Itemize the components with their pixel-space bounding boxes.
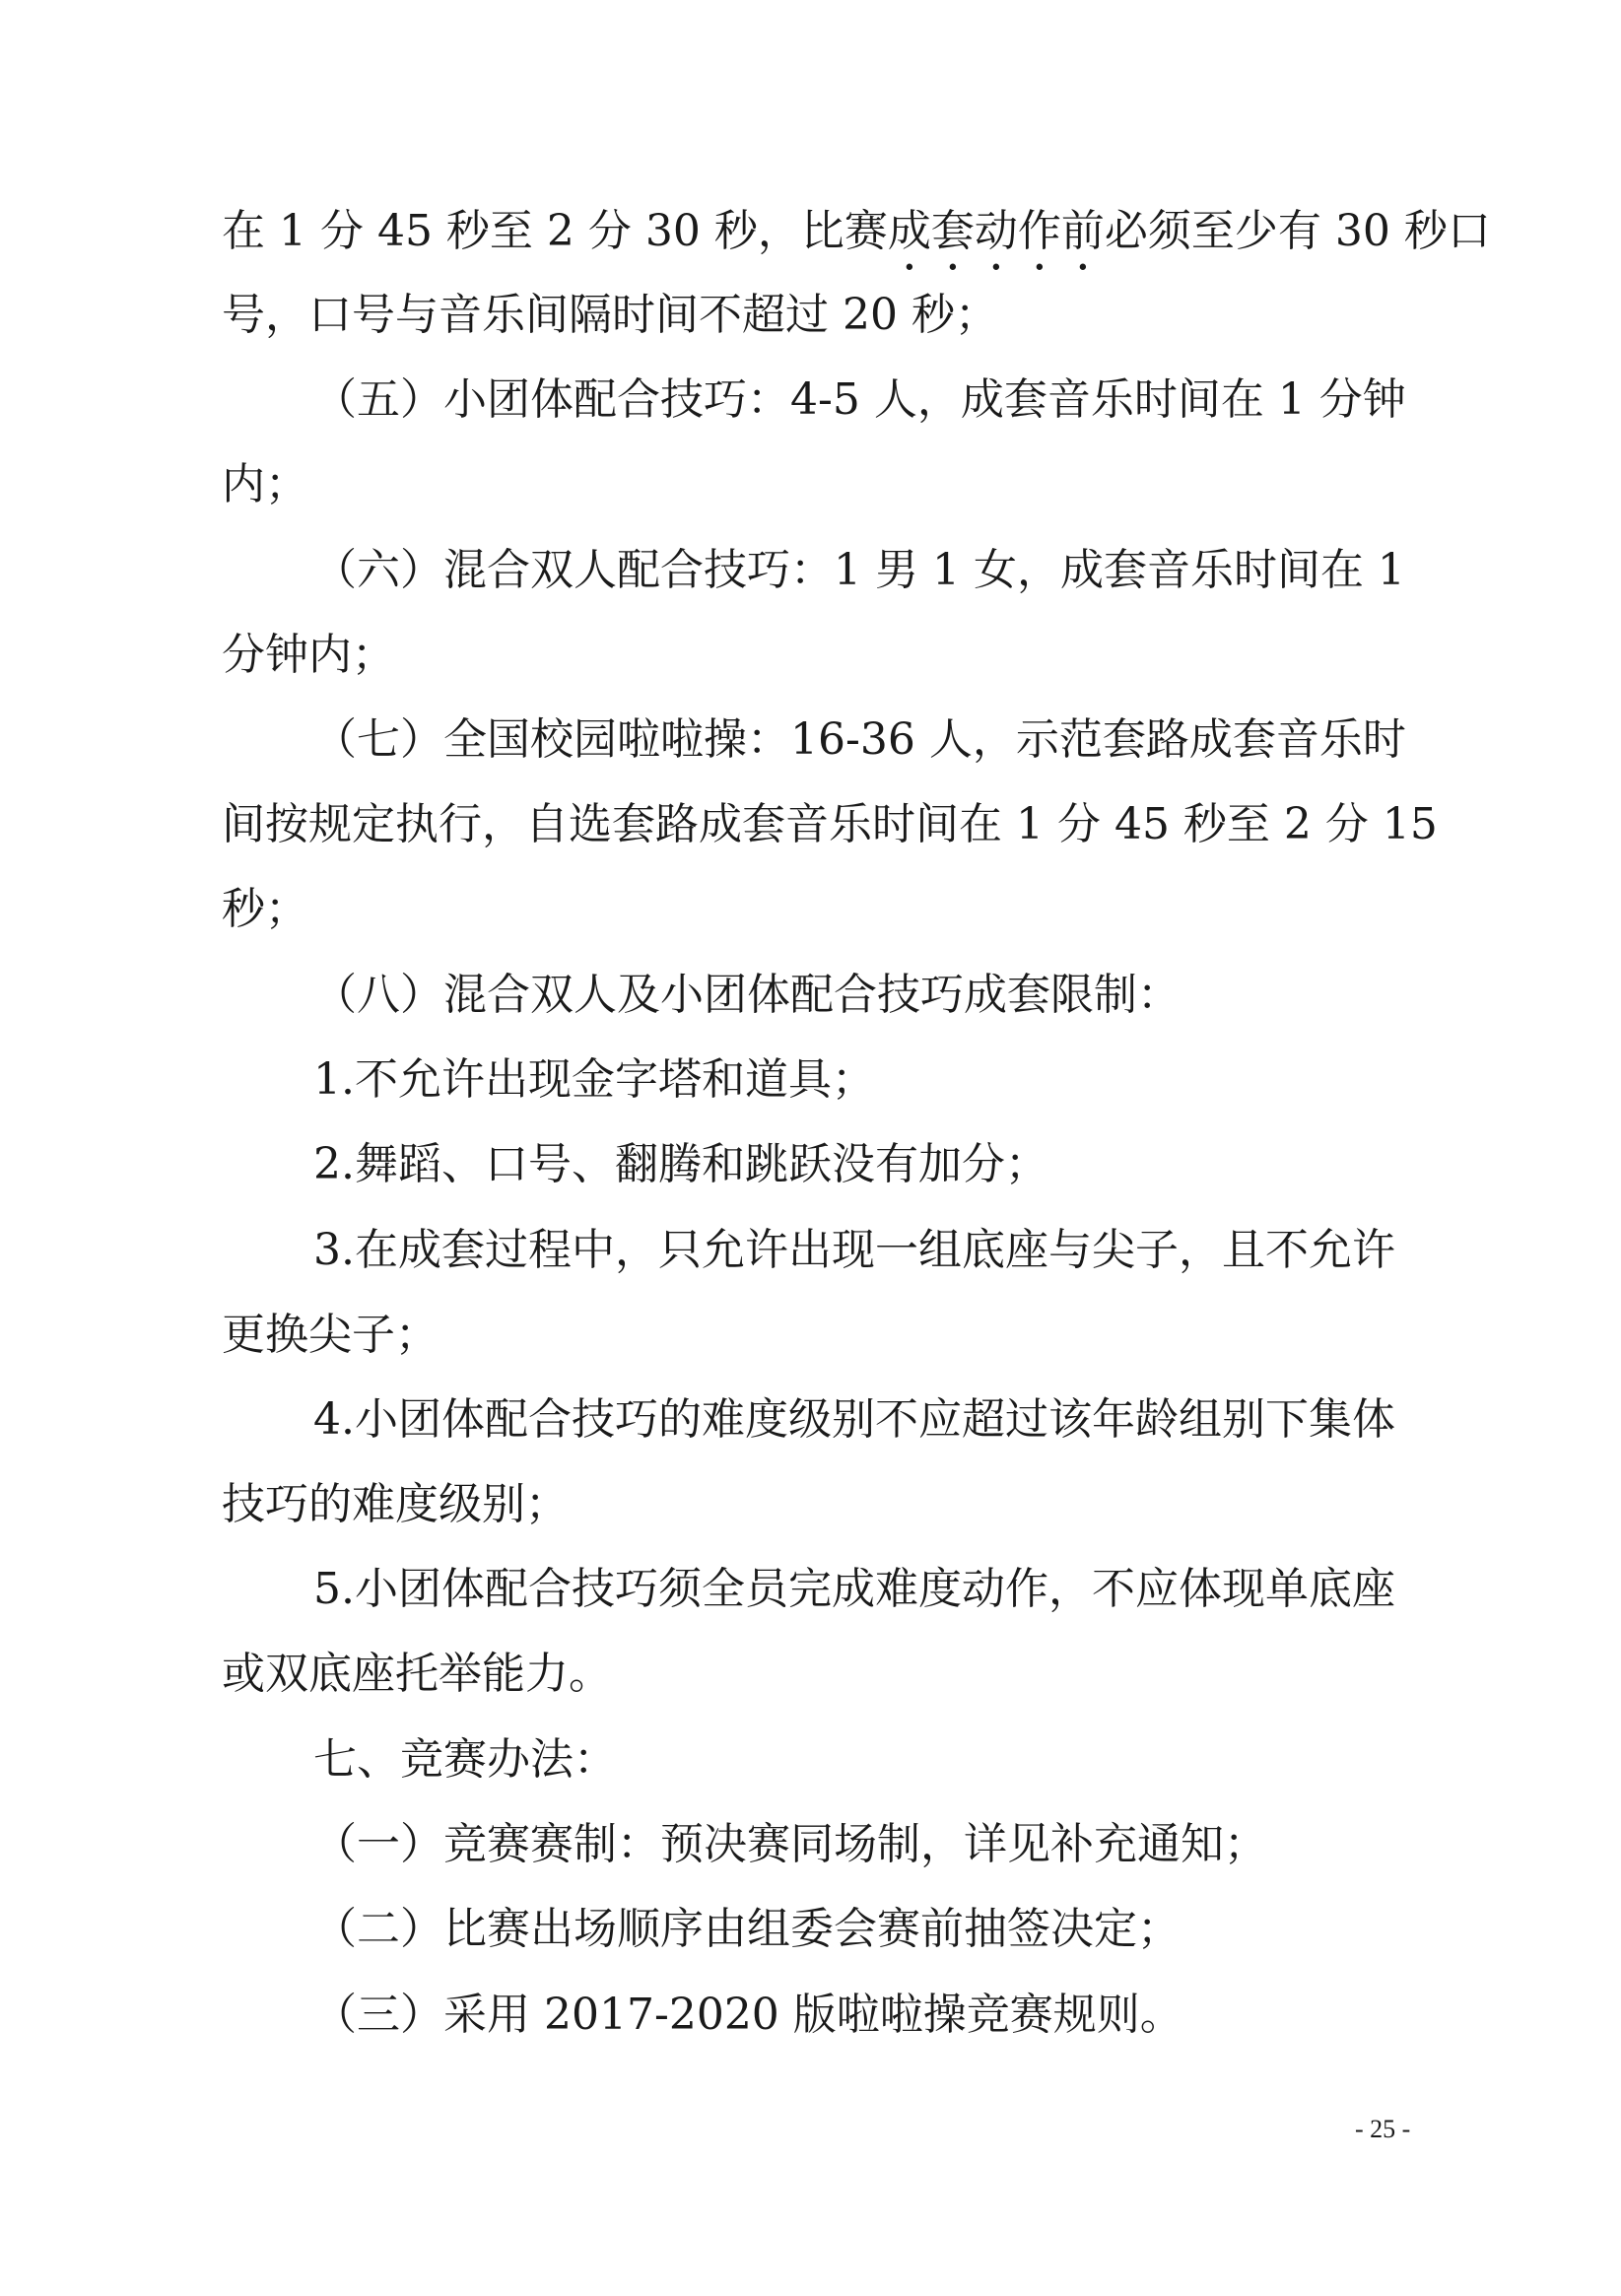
- list-item: 1.不允许出现金字塔和道具；: [313, 1054, 875, 1105]
- paragraph-line: （一）竞赛赛制：预决赛同场制，详见补充通知；: [313, 1819, 1267, 1869]
- paragraph-line: 间按规定执行，自选套路成套音乐时间在 1 分 45 秒至 2 分 15: [222, 799, 1438, 849]
- paragraph-line: （五）小团体配合技巧：4-5 人，成套音乐时间在 1 分钟: [313, 374, 1406, 425]
- emphasized-text: 成套动作前: [887, 206, 1105, 256]
- paragraph-line: （六）混合双人配合技巧：1 男 1 女，成套音乐时间在 1: [313, 545, 1405, 595]
- paragraph-line: [222, 202, 1491, 261]
- list-item: 2.舞蹈、口号、翻腾和跳跃没有加分；: [313, 1139, 1048, 1189]
- list-item: 4.小团体配合技巧的难度级别不应超过该年龄组别下集体: [313, 1394, 1395, 1445]
- text-run: 必须至少有 30 秒口: [1104, 206, 1491, 256]
- paragraph-line: 更换尖子；: [222, 1310, 439, 1360]
- paragraph-line: 内；: [222, 459, 308, 509]
- paragraph-line: 号，口号与音乐间隔时间不超过 20 秒；: [222, 290, 998, 340]
- paragraph-line: 或双底座托举能力。: [222, 1649, 612, 1699]
- paragraph-line: 分钟内；: [222, 630, 395, 680]
- text-run: 在 1 分 45 秒至 2 分 30 秒，比赛: [222, 206, 888, 256]
- paragraph-line: （七）全国校园啦啦操：16-36 人，示范套路成套音乐时: [313, 714, 1406, 765]
- page-number: - 25 -: [1355, 2115, 1411, 2143]
- list-item: 5.小团体配合技巧须全员完成难度动作，不应体现单底座: [313, 1564, 1395, 1614]
- paragraph-line: 秒；: [222, 884, 308, 934]
- paragraph-line: 技巧的难度级别；: [222, 1479, 569, 1529]
- paragraph-line: （八）混合双人及小团体配合技巧成套限制：: [313, 970, 1181, 1020]
- list-item: 3.在成套过程中，只允许出现一组底座与尖子，且不允许: [313, 1225, 1395, 1275]
- paragraph-line: （二）比赛出场顺序由组委会赛前抽签决定；: [313, 1904, 1181, 1954]
- section-heading: 七、竞赛办法：: [313, 1734, 617, 1785]
- paragraph-line: （三）采用 2017-2020 版啦啦操竞赛规则。: [313, 1990, 1183, 2040]
